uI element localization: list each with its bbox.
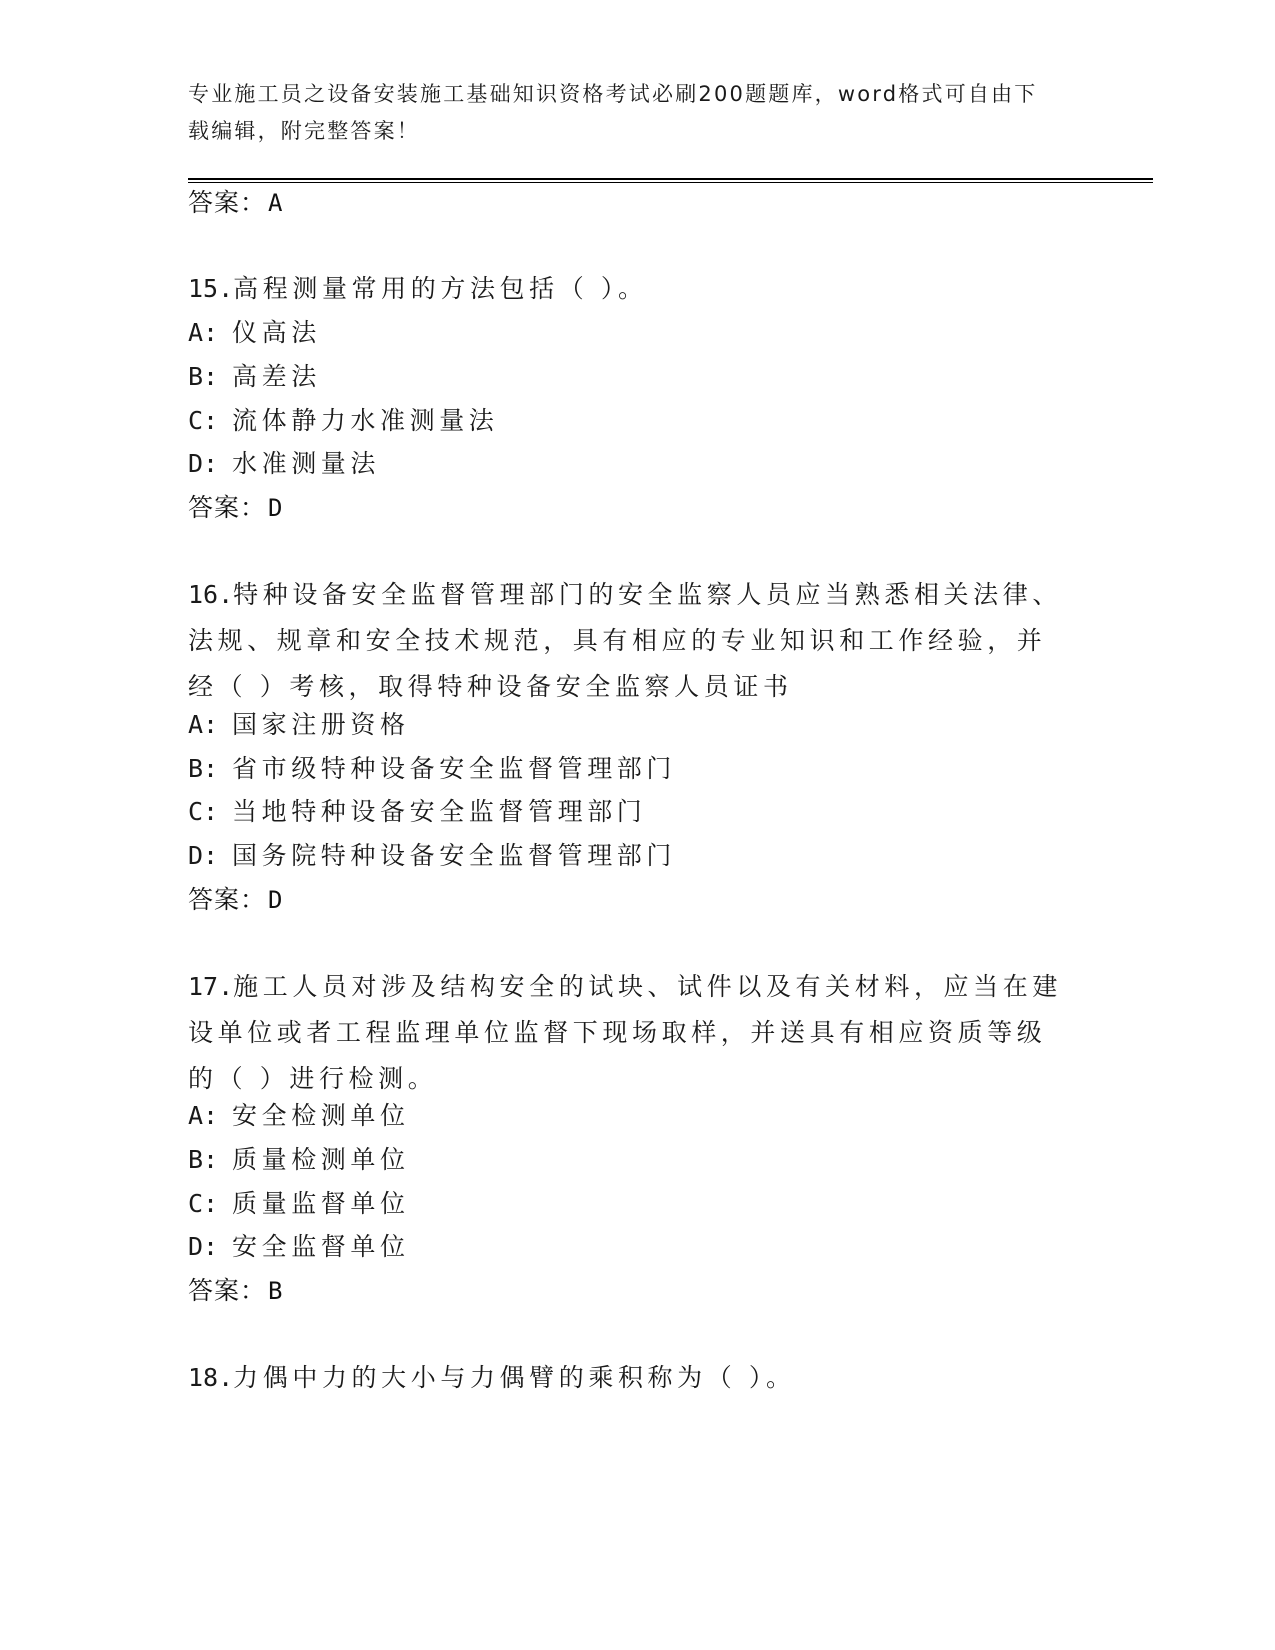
option-letter: B: xyxy=(188,362,219,391)
option-text: 高差法 xyxy=(232,362,321,391)
question-stem xyxy=(188,572,1068,710)
option-text: 质量检测单位 xyxy=(232,1145,410,1174)
option-a xyxy=(188,316,321,350)
option-letter: C: xyxy=(188,406,219,435)
option-text: 安全检测单位 xyxy=(232,1101,410,1130)
option-b xyxy=(188,360,321,394)
option-a xyxy=(188,708,410,742)
option-text: 省市级特种设备安全监督管理部门 xyxy=(232,754,677,783)
question-number: 16. xyxy=(188,580,234,609)
option-letter: D: xyxy=(188,449,219,478)
answer-value: D xyxy=(268,886,283,914)
answer-line xyxy=(188,491,282,525)
option-text: 水准测量法 xyxy=(232,449,381,478)
option-text: 国家注册资格 xyxy=(232,710,410,739)
option-c xyxy=(188,404,498,438)
question-stem xyxy=(188,1355,1068,1401)
option-a xyxy=(188,1099,410,1133)
option-letter: D: xyxy=(188,1232,219,1261)
option-letter: B: xyxy=(188,754,219,783)
option-letter: A: xyxy=(188,710,219,739)
option-text: 当地特种设备安全监督管理部门 xyxy=(232,797,647,826)
question-text: 力偶中力的大小与力偶臂的乘积称为（ ）。 xyxy=(233,1363,796,1392)
answer-label: 答案： xyxy=(188,1276,267,1305)
option-letter: C: xyxy=(188,1189,219,1218)
option-b xyxy=(188,1143,410,1177)
option-d xyxy=(188,839,676,873)
question-text: 施工人员对涉及结构安全的试块、试件以及有关材料，应当在建设单位或者工程监理单位监督下现场取样，并送具有相应资质等级的（ ）进行检测。 xyxy=(188,972,1062,1093)
option-b xyxy=(188,752,676,786)
header-divider-thick xyxy=(188,178,1153,180)
option-letter: C: xyxy=(188,797,219,826)
option-d xyxy=(188,447,380,481)
answer-value: D xyxy=(268,494,283,522)
question-text: 高程测量常用的方法包括（ ）。 xyxy=(233,274,648,303)
question-stem xyxy=(188,964,1068,1102)
document-header: 专业施工员之设备安装施工基础知识资格考试必刷200题题库，word格式可自由下载编辑，附完整答案！ xyxy=(188,82,1038,143)
answer-value: B xyxy=(268,1277,283,1305)
option-d xyxy=(188,1230,410,1264)
question-stem xyxy=(188,266,1068,312)
answer-line xyxy=(188,1274,282,1308)
question-number: 18. xyxy=(188,1363,234,1392)
answer-label: 答案： xyxy=(188,885,267,914)
option-c xyxy=(188,1187,410,1221)
answer-label: 答案： xyxy=(188,188,267,217)
option-text: 流体静力水准测量法 xyxy=(232,406,499,435)
header-divider-thin xyxy=(188,182,1153,183)
question-number: 17. xyxy=(188,972,234,1001)
option-c xyxy=(188,795,646,829)
option-text: 安全监督单位 xyxy=(232,1232,410,1261)
answer-line xyxy=(188,186,282,220)
answer-line xyxy=(188,883,282,917)
option-text: 质量监督单位 xyxy=(232,1189,410,1218)
question-number: 15. xyxy=(188,274,234,303)
option-text: 国务院特种设备安全监督管理部门 xyxy=(232,841,677,870)
answer-label: 答案： xyxy=(188,493,267,522)
question-text: 特种设备安全监督管理部门的安全监察人员应当熟悉相关法律、法规、规章和安全技术规范，具有相应的专业知识和工作经验，并经（ ）考核，取得特种设备安全监察人员证书 xyxy=(188,580,1062,701)
answer-value: A xyxy=(268,189,283,217)
option-text: 仪高法 xyxy=(232,318,321,347)
option-letter: D: xyxy=(188,841,219,870)
option-letter: A: xyxy=(188,1101,219,1130)
option-letter: B: xyxy=(188,1145,219,1174)
option-letter: A: xyxy=(188,318,219,347)
